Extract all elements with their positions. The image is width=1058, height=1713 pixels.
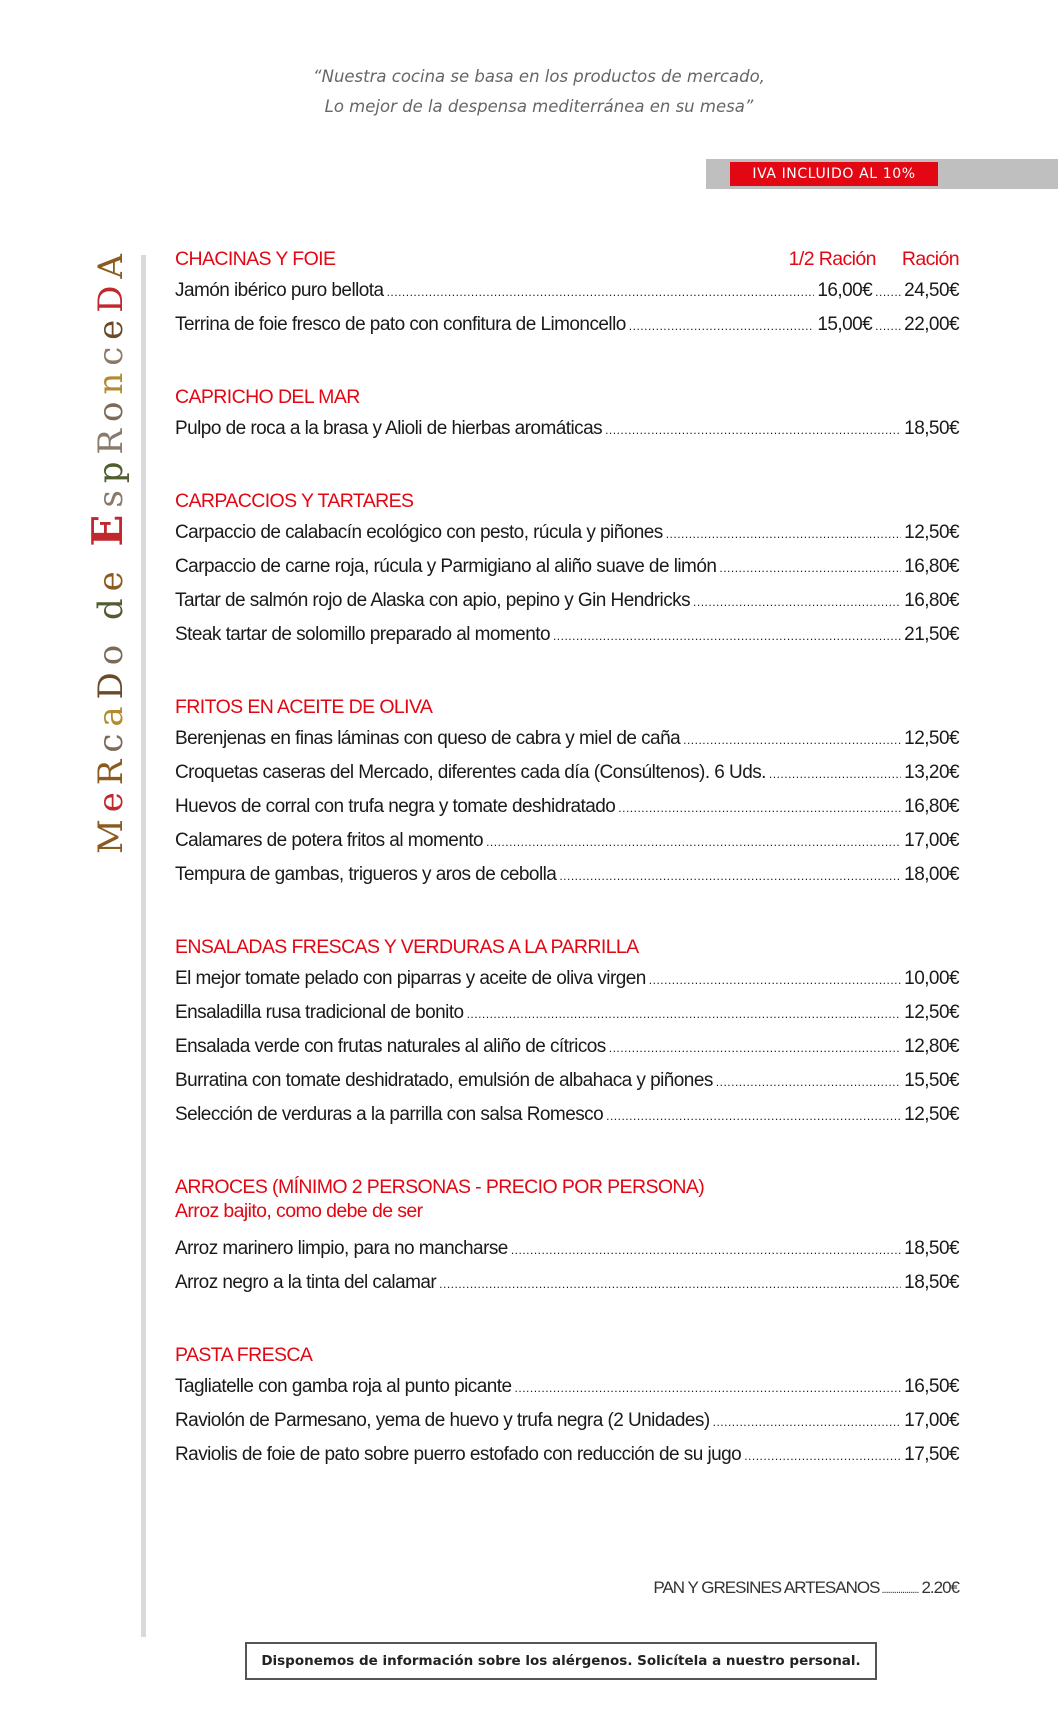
section-subtitle: Arroz bajito, como debe de ser (175, 1200, 423, 1222)
item-price: 18,00€ (904, 864, 959, 885)
item-price: 12,50€ (904, 1104, 959, 1125)
section-header (175, 1176, 959, 1202)
item-price: 17,00€ (904, 1410, 959, 1431)
section-header (175, 696, 959, 722)
item-name: Arroz negro a la tinta del calamar (175, 1272, 437, 1293)
menu-item (175, 1030, 959, 1064)
tagline-line-1: “Nuestra cocina se basa en los productos de mercado, (313, 67, 765, 86)
item-price: 21,50€ (904, 624, 959, 645)
item-price: 13,20€ (904, 762, 959, 783)
dot-leader (693, 585, 901, 619)
menu-item (175, 1266, 959, 1300)
item-price: 16,80€ (904, 590, 959, 611)
dot-leader (553, 619, 901, 653)
item-price: 17,00€ (904, 830, 959, 851)
item-price: 15,50€ (904, 1070, 959, 1091)
menu-item (175, 824, 959, 858)
section-header (175, 936, 959, 962)
item-name: Raviolón de Parmesano, yema de huevo y trufa negra (2 Unidades) (175, 1410, 710, 1431)
item-price: 12,50€ (904, 522, 959, 543)
tagline (0, 62, 1058, 122)
dot-leader (486, 825, 901, 859)
item-price: 18,50€ (904, 1272, 959, 1293)
item-price: 16,80€ (904, 796, 959, 817)
dot-leader (719, 551, 901, 585)
item-price: 24,50€ (904, 280, 959, 301)
item-price: 12,50€ (904, 1002, 959, 1023)
dot-leader (744, 1439, 901, 1473)
menu-section (175, 1176, 959, 1300)
dot-leader (387, 275, 815, 309)
dot-leader (683, 723, 901, 757)
dot-leader (511, 1233, 901, 1267)
item-name: Terrina de foie fresco de pato con confitura de Limoncello (175, 314, 626, 335)
menu-item (175, 584, 959, 618)
menu-list (175, 248, 959, 1516)
menu-section (175, 490, 959, 652)
menu-section (175, 248, 959, 342)
menu-item (175, 412, 959, 446)
dot-leader (769, 757, 901, 791)
item-price: 12,80€ (904, 1036, 959, 1057)
dot-leader (467, 997, 902, 1031)
item-name: Tagliatelle con gamba roja al punto picante (175, 1376, 512, 1397)
dot-leader (881, 1584, 919, 1596)
item-price: 17,50€ (904, 1444, 959, 1465)
dot-leader (666, 517, 901, 551)
item-price: 18,50€ (904, 418, 959, 439)
menu-item (175, 858, 959, 892)
bread-price: 2.20€ (921, 1578, 959, 1597)
dot-leader (515, 1371, 902, 1405)
item-name: Pulpo de roca a la brasa y Alioli de hierbas aromáticas (175, 418, 603, 439)
menu-item (175, 618, 959, 652)
menu-item (175, 722, 959, 756)
section-title: FRITOS EN ACEITE DE OLIVA (175, 696, 433, 718)
item-price: 12,50€ (904, 728, 959, 749)
menu-item (175, 308, 959, 342)
menu-item (175, 962, 959, 996)
dot-leader (875, 309, 901, 343)
section-title: CARPACCIOS Y TARTARES (175, 490, 414, 512)
section-header (175, 386, 959, 412)
item-name: El mejor tomate pelado con piparras y aceite de oliva virgen (175, 968, 646, 989)
menu-item (175, 274, 959, 308)
item-name: Ensalada verde con frutas naturales al aliño de cítricos (175, 1036, 606, 1057)
section-title: ARROCES (MÍNIMO 2 PERSONAS - PRECIO POR PERSONA) (175, 1176, 705, 1198)
item-name: Raviolis de foie de pato sobre puerro estofado con reducción de su jugo (175, 1444, 742, 1465)
item-half-price: 16,00€ (817, 280, 873, 301)
menu-item (175, 1438, 959, 1472)
section-header (175, 490, 959, 516)
menu-item (175, 1064, 959, 1098)
item-name: Tartar de salmón rojo de Alaska con apio, pepino y Gin Hendricks (175, 590, 691, 611)
section-title: CHACINAS Y FOIE (175, 248, 336, 270)
item-price: 16,80€ (904, 556, 959, 577)
column-headers (789, 248, 959, 271)
dot-leader (875, 275, 901, 309)
dot-leader (649, 963, 901, 997)
item-price: 16,50€ (904, 1376, 959, 1397)
dot-leader (716, 1065, 901, 1099)
menu-item (175, 550, 959, 584)
menu-item (175, 1404, 959, 1438)
item-price: 10,00€ (904, 968, 959, 989)
section-title: CAPRICHO DEL MAR (175, 386, 360, 408)
dot-leader (609, 1031, 901, 1065)
menu-item (175, 1370, 959, 1404)
tagline-line-2: Lo mejor de la despensa mediterránea en su mesa” (324, 97, 754, 116)
brand-logo-text: MeRcaDo de EspRonceDA (83, 254, 132, 854)
menu-item (175, 1232, 959, 1266)
menu-item (175, 756, 959, 790)
column-header-full: Ración (901, 248, 959, 270)
menu-item (175, 1098, 959, 1132)
menu-item (175, 996, 959, 1030)
vertical-divider (141, 255, 146, 1637)
item-name: Tempura de gambas, trigueros y aros de cebolla (175, 864, 557, 885)
section-header (175, 248, 959, 274)
menu-section (175, 696, 959, 892)
iva-badge: IVA INCLUIDO AL 10% (730, 162, 938, 186)
section-title: ENSALADAS FRESCAS Y VERDURAS A LA PARRILLA (175, 936, 639, 958)
column-header-half: 1/2 Ración (788, 248, 876, 270)
item-name: Carpaccio de carne roja, rúcula y Parmigiano al aliño suave de limón (175, 556, 717, 577)
section-title: PASTA FRESCA (175, 1344, 313, 1366)
item-name: Berenjenas en finas láminas con queso de cabra y miel de caña (175, 728, 681, 749)
dot-leader (605, 413, 901, 447)
menu-section (175, 936, 959, 1132)
menu-section (175, 1344, 959, 1472)
item-half-price: 15,00€ (817, 314, 873, 335)
allergen-notice: Disponemos de información sobre los alérgenos. Solicítela a nuestro personal. (245, 1642, 877, 1680)
item-name: Jamón ibérico puro bellota (175, 280, 384, 301)
dot-leader (618, 791, 901, 825)
brand-logo (83, 250, 136, 860)
item-name: Burratina con tomate deshidratado, emulsión de albahaca y piñones (175, 1070, 713, 1091)
dot-leader (606, 1099, 901, 1133)
item-name: Steak tartar de solomillo preparado al momento (175, 624, 550, 645)
item-name: Huevos de corral con trufa negra y tomate deshidratado (175, 796, 616, 817)
dot-leader (629, 309, 815, 343)
bread-line (653, 1578, 959, 1598)
item-name: Croquetas caseras del Mercado, diferentes cada día (Consúltenos). 6 Uds. (175, 762, 766, 783)
menu-item (175, 790, 959, 824)
item-name: Arroz marinero limpio, para no mancharse (175, 1238, 508, 1259)
item-price: 18,50€ (904, 1238, 959, 1259)
menu-item (175, 516, 959, 550)
menu-section (175, 386, 959, 446)
dot-leader (713, 1405, 902, 1439)
item-name: Carpaccio de calabacín ecológico con pesto, rúcula y piñones (175, 522, 663, 543)
item-name: Selección de verduras a la parrilla con salsa Romesco (175, 1104, 604, 1125)
section-header (175, 1344, 959, 1370)
bread-label: PAN Y GRESINES ARTESANOS (653, 1578, 880, 1597)
dot-leader (559, 859, 901, 893)
dot-leader (439, 1267, 901, 1301)
item-name: Ensaladilla rusa tradicional de bonito (175, 1002, 464, 1023)
item-price: 22,00€ (904, 314, 959, 335)
item-name: Calamares de potera fritos al momento (175, 830, 484, 851)
